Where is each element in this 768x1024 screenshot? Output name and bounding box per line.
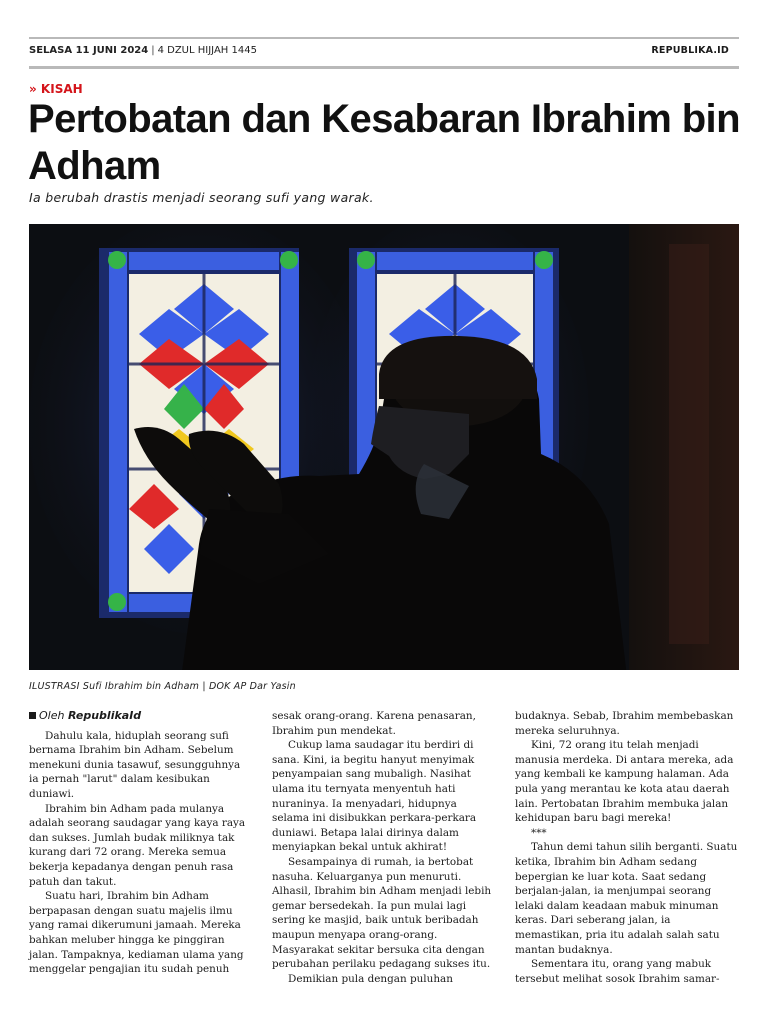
- top-rule: [29, 37, 739, 39]
- byline-prefix: Oleh: [39, 709, 65, 722]
- paragraph: Dahulu kala, hiduplah seorang sufi bernama Ibrahim bin Adham. Sebelum menekuni dunia tasawuf, sesungguhnya ia pernah "larut" dalam kesibukan duniawi.: [29, 729, 241, 800]
- article-column-1: [29, 709, 253, 977]
- paragraph: Demikian pula dengan puluhan: [288, 972, 453, 985]
- article-column-2: [272, 709, 496, 986]
- paragraph: Tahun demi tahun silih berganti. Suatu ketika, Ibrahim bin Adham sedang bepergian ke luar kota. Saat sedang berjalan-jalan, ia menjumpai seorang lelaki dalam keadaan mabuk minuman keras. Dari seberang jalan, ia memastikan, pria itu adalah salah satu mantan budaknya.: [515, 841, 738, 956]
- paragraph: Kini, 72 orang itu telah menjadi manusia merdeka. Di antara mereka, ada yang kembali ke kampung halaman. Ada pula yang merantau ke kota atau daerah lain. Pertobatan Ibrahim membuka jalan kehidupan baru bagi mereka!: [515, 739, 734, 825]
- byline-square-icon: [29, 712, 36, 719]
- paragraph: Sementara itu, orang yang mabuk tersebut melihat sosok Ibrahim samar-: [515, 958, 720, 985]
- article-subheadline: Ia berubah drastis menjadi seorang sufi yang warak.: [29, 190, 374, 205]
- photo-caption: ILUSTRASI Sufi Ibrahim bin Adham | DOK AP Dar Yasin: [29, 681, 296, 692]
- byline-author: RepublikaId: [67, 709, 142, 722]
- paragraph: Cukup lama saudagar itu berdiri di sana. Kini, ia begitu hanyut menyimak penyampaian sang mubaligh. Nasihat ulama itu ternyata menyentuh hati nuraninya. Ia menyadari, hidupnya selama ini disibukkan perkara-perkara duniawi. Betapa lalai dirinya dalam menyiapkan bekal untuk akhirat!: [272, 739, 477, 854]
- hijri-date: 4 DZUL HIJJAH 1445: [157, 45, 257, 56]
- issue-date: SELASA 11 JUNI 2024: [29, 45, 149, 56]
- paragraph: Sesampainya di rumah, ia bertobat nasuha. Keluarganya pun menuruti. Alhasil, Ibrahim bin Adham menjadi lebih gemar bersedekah. Ia pun mulai lagi sering ke masjid, baik untuk beribadah maupun menyapa orang-orang. Masyarakat sekitar bersuka cita dengan perubahan perilaku pedagang sukses itu.: [272, 855, 492, 971]
- section-break: ***: [531, 826, 547, 839]
- dateline-separator: |: [151, 45, 155, 56]
- article-photo: [29, 224, 739, 670]
- publication-name: REPUBLIKA.ID: [651, 45, 729, 56]
- header-rule: [29, 66, 739, 69]
- paragraph: Ibrahim bin Adham pada mulanya adalah seorang saudagar yang kaya raya dan sukses. Jumlah budak miliknya tak kurang dari 72 orang. Mereka semua bekerja kepadanya dengan penuh rasa patuh dan takut.: [29, 802, 246, 888]
- issue-dateline: [29, 45, 257, 56]
- section-rubric: » KISAH: [29, 82, 83, 96]
- article-headline: Pertobatan dan Kesabaran Ibrahim bin Adham: [28, 97, 740, 188]
- paragraph: budaknya. Sebab, Ibrahim membebaskan mereka seluruhnya.: [515, 710, 734, 737]
- paragraph: sesak orang-orang. Karena penasaran, Ibrahim pun mendekat.: [272, 710, 476, 737]
- paragraph: Suatu hari, Ibrahim bin Adham berpapasan dengan suatu majelis ilmu yang ramai dikerumuni jamaah. Mereka bahkan meluber hingga ke pinggiran jalan. Tampaknya, kediaman ulama yang menggelar pengajian itu sudah penuh: [29, 890, 244, 976]
- byline: [29, 709, 253, 724]
- article-column-3: [515, 709, 739, 986]
